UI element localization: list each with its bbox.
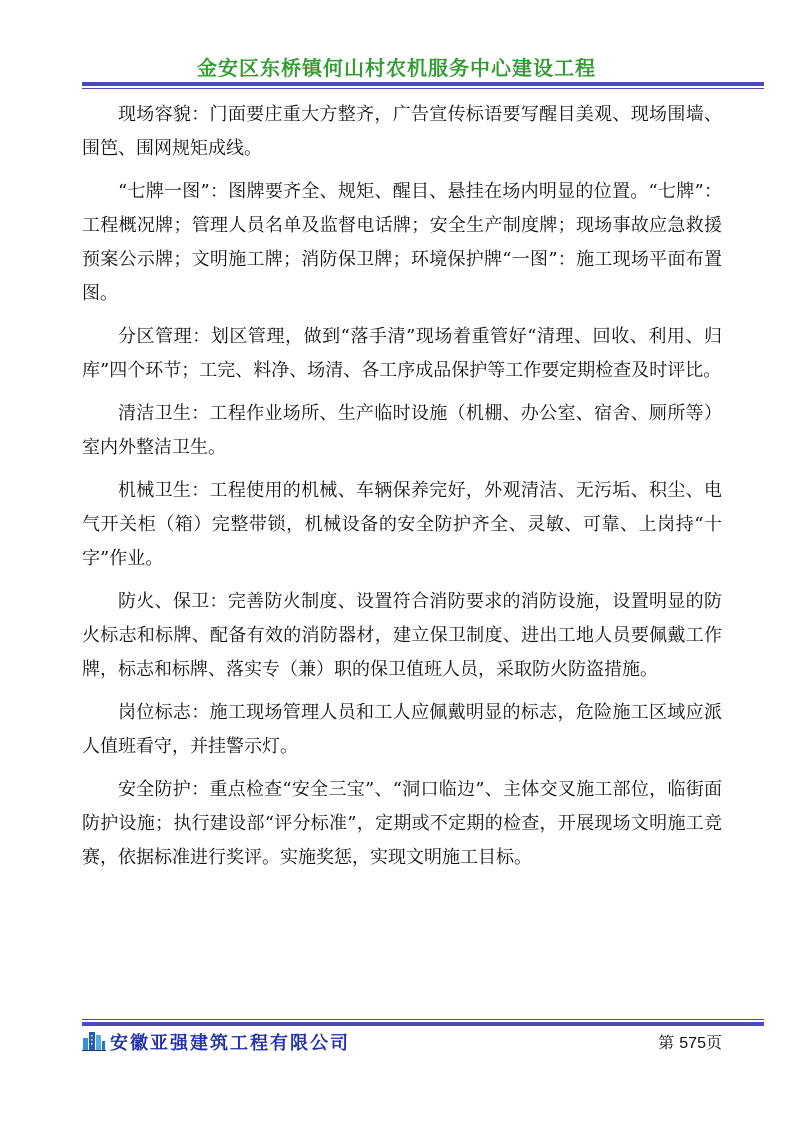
- paragraph-cleanliness: 清洁卫生：工程作业场所、生产临时设施（机棚、办公室、宿舍、厕所等）室内外整洁卫生。: [82, 403, 722, 458]
- header-rule-thin: [82, 88, 764, 89]
- paragraph-post-signs: 岗位标志：施工现场管理人员和工人应佩戴明显的标志，危险施工区域应派人值班看守，并挂警示灯。: [82, 702, 722, 757]
- paragraph-zone-management: 分区管理：划区管理，做到“落手清”现场着重管好“清理、回收、利用、归库”四个环节；工完、料净、场清、各工序成品保护等工作要定期检查及时评比。: [82, 326, 722, 381]
- header-rule-thick: [82, 82, 764, 86]
- footer-rule-thick: [82, 1022, 764, 1026]
- footer-rule-thin: [82, 1019, 764, 1020]
- page-number: [658, 1030, 722, 1053]
- paragraph-seven-boards: “七牌一图”：图牌要齐全、规矩、醒目、悬挂在场内明显的位置。“七牌”：工程概况牌；管理人员名单及监督电话牌；安全生产制度牌；现场事故应急救援预案公示牌；文明施工牌；消防保卫牌；环境保护牌“一图”：施工现场平面布置图。: [82, 181, 722, 304]
- header-title: 金安区东桥镇何山村农机服务中心建设工程: [197, 56, 596, 80]
- page-number-value: 575: [679, 1035, 706, 1052]
- header-rule: [82, 82, 764, 89]
- page-footer: [82, 1027, 722, 1057]
- body-content: [82, 98, 722, 884]
- paragraph-fire-security: 防火、保卫：完善防火制度、设置符合消防要求的消防设施，设置明显的防火标志和标牌、配备有效的消防器材，建立保卫制度、进出工地人员要佩戴工作牌，标志和标牌、落实专（兼）职的保卫值班人员，采取防火防盗措施。: [82, 591, 722, 680]
- paragraph-safety-protection: 安全防护：重点检查“安全三宝”、“洞口临边”、主体交叉施工部位，临街面防护设施；执行建设部“评分标准”，定期或不定期的检查，开展现场文明施工竞赛，依据标准进行奖评。实施奖惩，实现文明施工目标。: [82, 779, 722, 868]
- paragraph-machine-hygiene: 机械卫生：工程使用的机械、车辆保养完好，外观清洁、无污垢、积尘、电气开关柜（箱）完整带锁，机械设备的安全防护齐全、灵敏、可靠、上岗持“十字”作业。: [82, 480, 722, 569]
- page-prefix: 第: [658, 1033, 675, 1052]
- page-suffix: 页: [705, 1033, 722, 1052]
- company-block: [82, 1029, 350, 1055]
- building-logo-icon: [82, 1029, 106, 1055]
- footer-rule: [82, 1019, 764, 1026]
- company-name: 安徽亚强建筑工程有限公司: [110, 1033, 350, 1054]
- paragraph-site-appearance: 现场容貌：门面要庄重大方整齐，广告宣传标语要写醒目美观、现场围墙、围笆、围网规矩成线。: [82, 104, 722, 159]
